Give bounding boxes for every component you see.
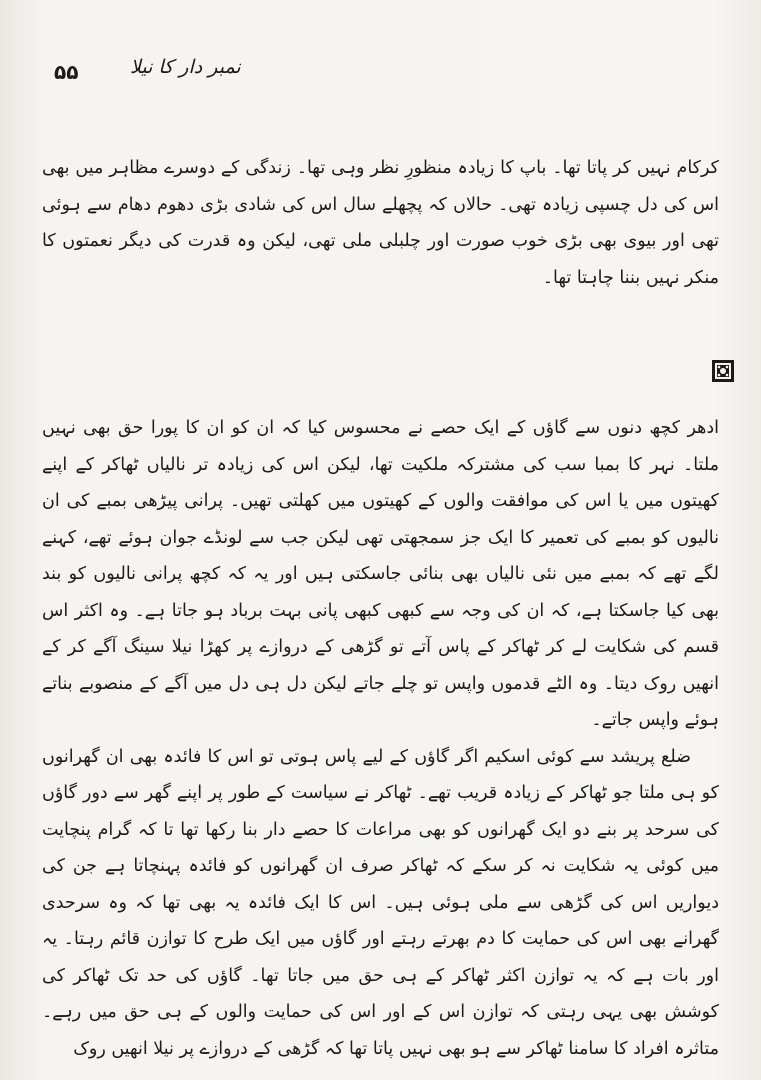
- section-one: [42, 150, 719, 296]
- section-two: [42, 410, 719, 1067]
- paragraph: ادھر کچھ دنوں سے گاؤں کے ایک حصے نے محسوس کیا کہ ان کو ان کا پورا حق بھی نہیں ملتا۔ نہر کا بمبا سب کی مشترکہ ملکیت تھا، لیکن اس کی زیادہ تر نالیاں ٹھاکر کے اپنے کھیتوں میں یا اس کی موافقت والوں کے کھیتوں میں کھلتی تھیں۔ پرانی پیڑھی بمبے کی ان نالیوں کو بمبے کی تعمیر کا ایک جز سمجھتی تھی لیکن جب سے لونڈے جوان ہوئے تھے، کہنے لگے تھے کہ بمبے میں نئی نالیاں بھی بنائی جاسکتی ہیں اور یہ کہ کچھ پرانی نالیوں کو بند بھی کیا جاسکتا ہے، کہ ان کی وجہ سے کبھی کبھی پانی بہت برباد ہو جاتا ہے۔ وہ اکثر اس قسم کی شکایت لے کر ٹھاکر کے پاس آتے تو گڑھی کے دروازے پر کھڑا نیلا سینگ آگے کر کے انھیں روک دیتا۔ وہ الٹے قدموں واپس تو چلے جاتے لیکن دل ہی دل میں آگے کے منصوبے بناتے ہوئے واپس جاتے۔: [42, 418, 719, 730]
- page-number: ۵۵: [54, 60, 79, 84]
- ornament-icon: [712, 360, 734, 382]
- paragraph: ضلع پریشد سے کوئی اسکیم اگر گاؤں کے لیے پاس ہوتی تو اس کا فائدہ بھی ان گھرانوں کو ہی ملتا جو ٹھاکر کے زیادہ قریب تھے۔ ٹھاکر نے سیاست کے طور پر اپنے گھر سے دور گاؤں کی سرحد پر بنے دو ایک گھرانوں کو بھی مراعات کا حصے دار بنا رکھا تھا تا کہ گرام پنچایت میں کوئی یہ شکایت نہ کر سکے کہ ٹھاکر صرف ان گھرانوں کو فائدہ پہنچاتا ہے جن کی دیواریں اس کی گڑھی سے ملی ہوئی ہیں۔ اس کا ایک فائدہ یہ بھی تھا کہ وہ سرحدی گھرانے بھی اس کی حمایت کا دم بھرتے رہتے اور گاؤں میں ایک طرح کا توازن قائم رہتا۔ یہ اور بات ہے کہ یہ توازن اکثر ٹھاکر کے ہی حق میں جاتا تھا۔ گاؤں کی حد تک ٹھاکر کی کوشش بھی یہی رہتی کہ توازن اس کے اور اس کی حمایت والوں کے ہی حق میں رہے۔ متاثرہ افراد کا سامنا ٹھاکر سے ہو بھی نہیں پاتا تھا کہ گڑھی کے دروازے پر نیلا انھیں روک: [42, 746, 719, 1059]
- paragraph: کرکام نہیں کر پاتا تھا۔ باپ کا زیادہ منظورِ نظر وہی تھا۔ زندگی کے دوسرے مظاہر میں بھی اس کی دل چسپی زیادہ تھی۔ حالاں کہ پچھلے سال اس کی شادی بڑی دھوم دھام سے ہوئی تھی اور بیوی بھی بڑی خوب صورت اور چلبلی ملی تھی، لیکن وہ قدرت کی دیگر نعمتوں کا منکر نہیں بننا چاہتا تھا۔: [42, 158, 719, 288]
- running-title: نمبر دار کا نیلا: [130, 56, 241, 78]
- page-header: [40, 56, 721, 96]
